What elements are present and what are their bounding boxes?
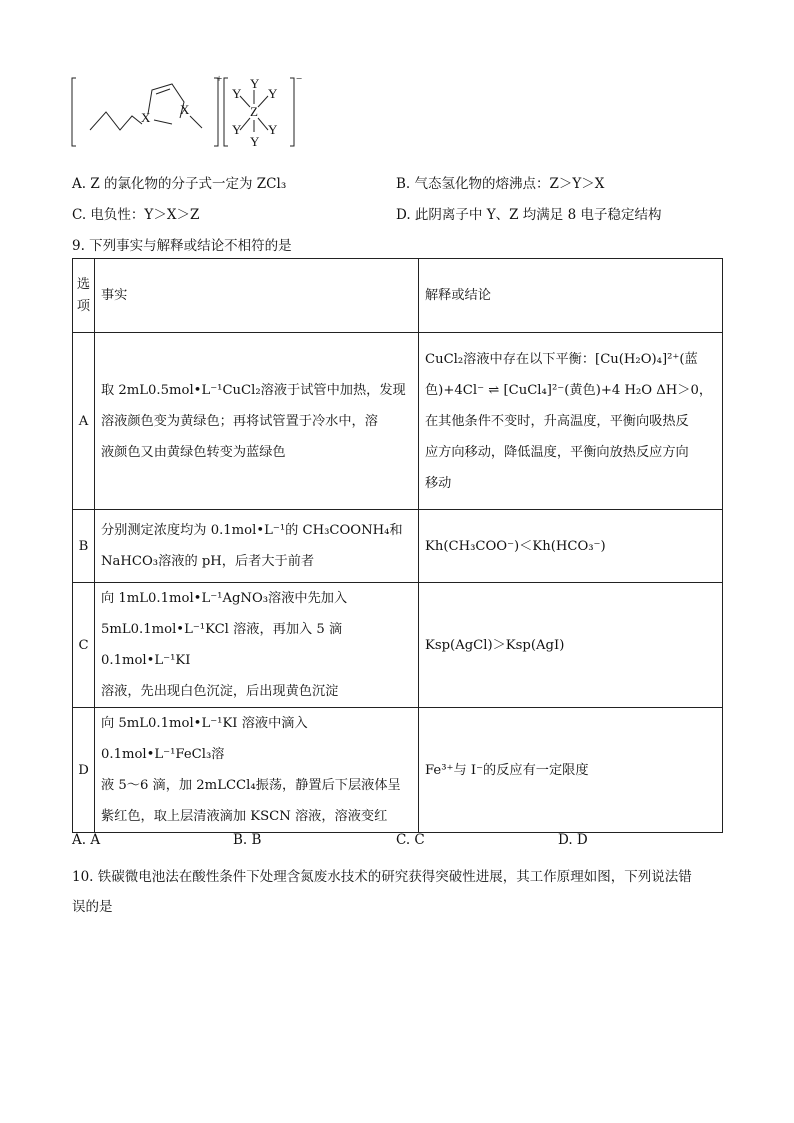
answer-d: D. D — [558, 832, 588, 848]
fact-line: 溶液颜色变为黄绿色；再将试管置于冷水中，溶 — [101, 413, 378, 429]
fact-line: 分别测定浓度均为 0.1mol•L⁻¹的 CH₃COONH₄和 — [101, 523, 403, 538]
row-conclusion — [419, 510, 723, 583]
structure-diagram — [68, 72, 308, 154]
row-conclusion — [419, 708, 723, 833]
row-conclusion — [419, 333, 723, 510]
conclusion-line: Fe³⁺与 I⁻的反应有一定限度 — [425, 762, 589, 778]
ligand-bottom: Y — [250, 134, 260, 149]
row-label: C — [73, 583, 95, 708]
fact-line: 5mL0.1mol•L⁻¹KCl 溶液，再加入 5 滴 0.1mol•L⁻¹KI — [101, 622, 343, 668]
row-conclusion — [419, 583, 723, 708]
fact-line: NaHCO₃溶液的 pH，后者大于前者 — [101, 554, 315, 569]
table-row — [73, 583, 723, 708]
row-label: A — [73, 333, 95, 510]
ring-atom-2: X — [180, 102, 190, 117]
row-fact — [95, 333, 419, 510]
ligand-ul: Y — [232, 86, 242, 101]
table-row — [73, 333, 723, 510]
fact-line: 向 5mL0.1mol•L⁻¹KI 溶液中滴入 0.1mol•L⁻¹FeCl₃溶 — [101, 716, 308, 762]
fact-line: 紫红色，取上层清液滴加 KSCN 溶液，溶液变红 — [101, 809, 388, 824]
table-row — [73, 708, 723, 833]
fact-line: 取 2mL0.5mol•L⁻¹CuCl₂溶液于试管中加热，发现 — [101, 382, 406, 398]
header-fact: 事实 — [95, 259, 419, 333]
cation-charge: + — [216, 73, 223, 85]
header-option-text: 选项 — [76, 276, 91, 314]
row-fact — [95, 708, 419, 833]
option-b: B. 气态氢化物的熔沸点：Z＞Y＞X — [396, 176, 605, 192]
row-fact — [95, 510, 419, 583]
row-fact — [95, 583, 419, 708]
answer-b: B. B — [233, 832, 262, 848]
fact-line: 溶液，先出现白色沉淀，后出现黄色沉淀 — [101, 684, 339, 699]
table-row — [73, 510, 723, 583]
table-header-row — [73, 259, 723, 333]
conclusion-line: 色)+4Cl⁻ ⇌ [CuCl₄]²⁻(黄色)+4 H₂O ΔH＞0， — [425, 382, 713, 398]
question-9-table — [72, 258, 723, 833]
conclusion-line: CuCl₂溶液中存在以下平衡：[Cu(H₂O)₄]²⁺(蓝 — [425, 351, 698, 367]
answer-c: C. C — [396, 832, 425, 848]
option-c: C. 电负性：Y＞X＞Z — [72, 207, 200, 223]
ionic-liquid-structure — [68, 72, 308, 158]
ligand-ur: Y — [268, 86, 278, 101]
question-9-stem: 9. 下列事实与解释或结论不相符的是 — [72, 238, 292, 254]
ligand-ll: Y — [232, 122, 242, 137]
ring-atom-1: X — [141, 110, 151, 125]
question-10-stem — [72, 862, 722, 922]
fact-line: 向 1mL0.1mol•L⁻¹AgNO₃溶液中先加入 — [101, 591, 348, 606]
header-conclusion: 解释或结论 — [419, 259, 723, 333]
row-label: B — [73, 510, 95, 583]
conclusion-line: 移动 — [425, 475, 452, 491]
header-option — [73, 259, 95, 333]
option-d: D. 此阴离子中 Y、Z 均满足 8 电子稳定结构 — [396, 207, 662, 223]
ligand-lr: Y — [268, 122, 278, 137]
q10-line: 10. 铁碳微电池法在酸性条件下处理含氮废水技术的研究获得突破性进展，其工作原理如图，下列说法错 — [72, 869, 692, 885]
conclusion-line: 应方向移动，降低温度，平衡向放热反应方向 — [425, 444, 689, 460]
anion-charge: − — [296, 73, 303, 85]
row-label: D — [73, 708, 95, 833]
q10-line: 误的是 — [72, 899, 113, 915]
option-a: A. Z 的氯化物的分子式一定为 ZCl₃ — [72, 176, 287, 192]
fact-line: 液颜色又由黄绿色转变为蓝绿色 — [101, 444, 286, 460]
ligand-top: Y — [250, 76, 260, 91]
conclusion-line: Kh(CH₃COO⁻)＜Kh(HCO₃⁻) — [425, 538, 606, 554]
conclusion-line: 在其他条件不变时，升高温度，平衡向吸热反 — [425, 413, 689, 429]
center-atom: Z — [250, 104, 258, 119]
answer-a: A. A — [72, 832, 101, 848]
fact-line: 液 5～6 滴，加 2mLCCl₄振荡，静置后下层液体呈 — [101, 778, 401, 793]
conclusion-line: Ksp(AgCl)＞Ksp(AgI) — [425, 637, 565, 653]
